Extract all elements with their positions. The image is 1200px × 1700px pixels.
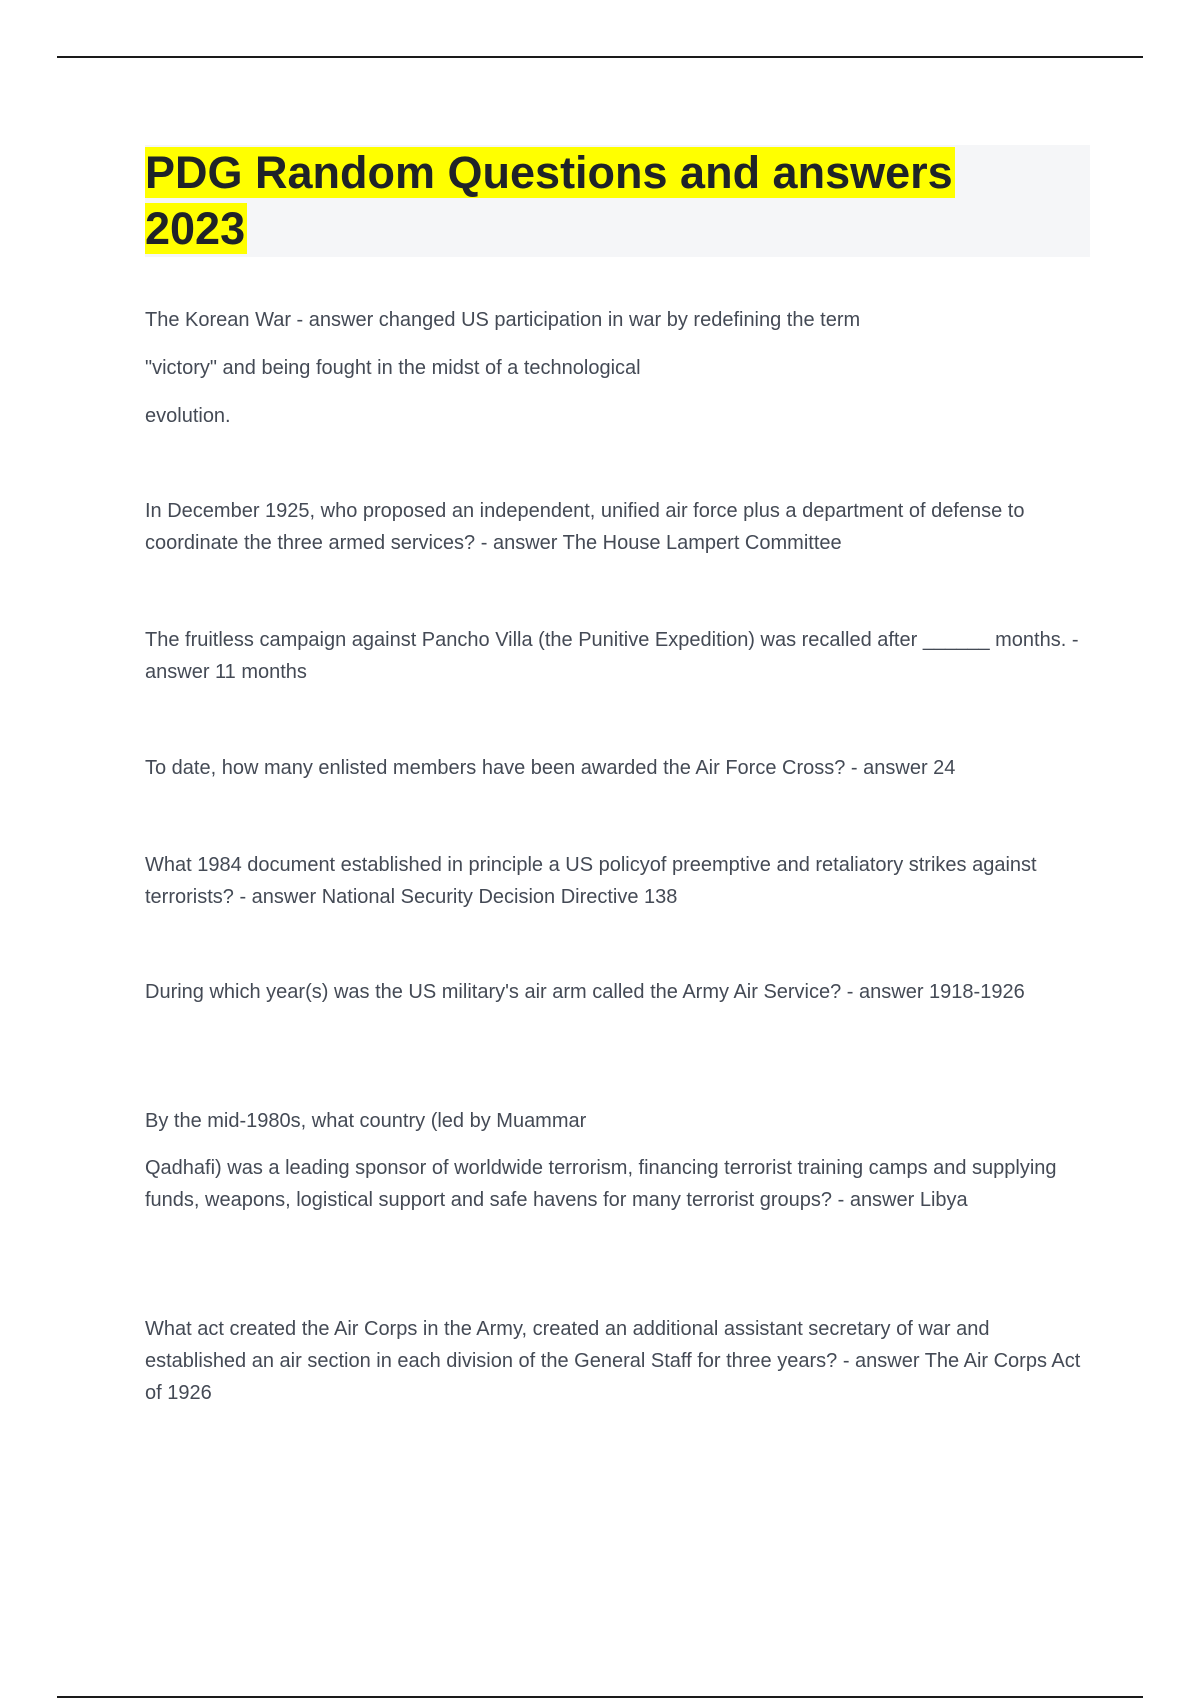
qa-text: What act created the Air Corps in the Army, created an additional assistant secretary of war and established an air section in each division of the General Staff for three years? - answer The Air Corps Act of 1926	[145, 1318, 1081, 1404]
qa-item-air-force-cross	[145, 752, 1090, 784]
qa-item-nsdd-138	[145, 849, 1090, 913]
qa-item-punitive-expedition	[145, 624, 1090, 688]
qa-text: During which year(s) was the US military's air arm called the Army Air Service? - answer 1918-1926	[145, 981, 1025, 1003]
qa-text: By the mid-1980s, what country (led by Muammar	[145, 1110, 587, 1132]
qa-item-lampert-committee	[145, 495, 1090, 559]
document-title	[145, 145, 1045, 257]
qa-line: The Korean War - answer changed US participation in war by redefining the term	[145, 309, 861, 331]
qa-text: To date, how many enlisted members have been awarded the Air Force Cross? - answer 24	[145, 757, 956, 779]
qa-text: What 1984 document established in principle a US policyof preemptive and retaliatory strikes against terrorists? - answer National Security Decision Directive 138	[145, 854, 1037, 908]
qa-item-korean-war	[145, 296, 1090, 440]
qa-text: In December 1925, who proposed an independent, unified air force plus a department of defense to coordinate the three armed services? - answer The House Lampert Committee	[145, 500, 1025, 554]
qa-line: evolution.	[145, 405, 231, 427]
qa-item-army-air-service	[145, 976, 1090, 1008]
bottom-rule	[57, 1696, 1143, 1698]
qa-text: Qadhafi) was a leading sponsor of worldwide terrorism, financing terrorist training camps and supplying funds, weapons, logistical support and safe havens for many terrorist groups? - answer Libya	[145, 1157, 1057, 1211]
qa-item-libya	[145, 1105, 1090, 1216]
title-highlight: PDG Random Questions and answers 2023	[145, 147, 953, 254]
qa-text: The fruitless campaign against Pancho Villa (the Punitive Expedition) was recalled after ______ months. - answer 11 months	[145, 629, 1079, 683]
qa-item-air-corps-act	[145, 1313, 1090, 1409]
top-rule	[57, 56, 1143, 58]
qa-line: "victory" and being fought in the midst of a technological	[145, 357, 641, 379]
